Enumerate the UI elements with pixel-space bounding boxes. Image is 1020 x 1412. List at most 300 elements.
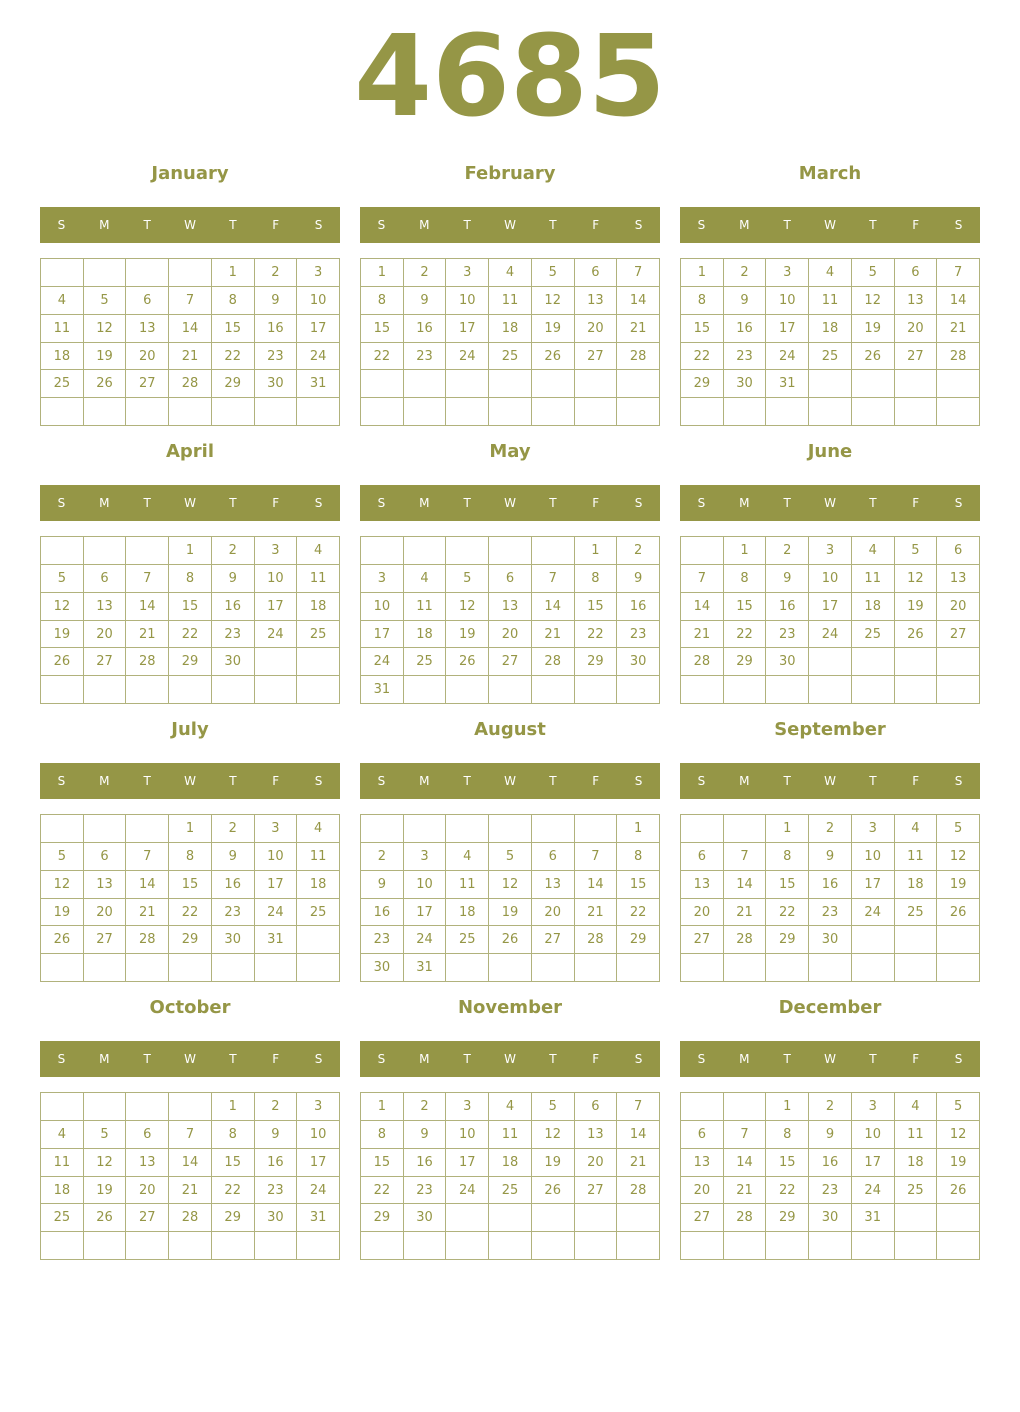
empty-day-cell (255, 954, 298, 982)
day-cell: 7 (126, 843, 169, 871)
weekday-label: S (697, 1052, 706, 1066)
day-cell: 15 (361, 1149, 404, 1177)
day-cell: 19 (84, 1177, 127, 1205)
empty-day-cell (724, 398, 767, 426)
weekday-label: S (954, 1052, 963, 1066)
day-cell: 16 (809, 1149, 852, 1177)
empty-day-cell (575, 398, 618, 426)
year-title: 4685 (354, 12, 666, 142)
weekday-label: M (99, 496, 110, 510)
day-cell: 26 (895, 621, 938, 649)
day-cell: 17 (852, 1149, 895, 1177)
day-cell: 9 (809, 843, 852, 871)
weekday-label: S (954, 496, 963, 510)
day-cell: 29 (766, 1204, 809, 1232)
empty-day-cell (361, 537, 404, 565)
day-cell: 12 (895, 565, 938, 593)
weekday-label: M (739, 496, 750, 510)
day-cell: 2 (766, 537, 809, 565)
weekday-label: W (184, 1052, 196, 1066)
day-cell: 4 (895, 815, 938, 843)
day-cell: 1 (361, 1093, 404, 1121)
empty-day-cell (617, 676, 660, 704)
empty-day-cell (126, 259, 169, 287)
day-cell: 26 (937, 1177, 980, 1205)
day-cell: 13 (489, 593, 532, 621)
day-cell: 29 (169, 648, 212, 676)
empty-day-cell (404, 537, 447, 565)
empty-day-cell (724, 1232, 767, 1260)
empty-day-cell (212, 1232, 255, 1260)
day-cell: 22 (212, 343, 255, 371)
day-cell: 26 (937, 899, 980, 927)
day-cell: 19 (446, 621, 489, 649)
month-title: March (798, 163, 862, 184)
empty-day-cell (937, 676, 980, 704)
weekday-label: S (377, 496, 386, 510)
day-cell: 23 (724, 343, 767, 371)
day-cell: 30 (255, 370, 298, 398)
empty-day-cell (809, 648, 852, 676)
empty-day-cell (724, 954, 767, 982)
day-cell: 7 (169, 287, 212, 315)
month-title: October (149, 997, 231, 1018)
weekday-label: T (549, 218, 557, 232)
day-cell: 5 (852, 259, 895, 287)
day-cell: 31 (297, 370, 340, 398)
weekday-header (680, 1041, 980, 1077)
day-cell: 24 (809, 621, 852, 649)
day-cell: 3 (297, 1093, 340, 1121)
weekday-label: T (783, 218, 791, 232)
day-cell: 4 (852, 537, 895, 565)
weekday-label: F (272, 218, 280, 232)
day-cell: 12 (532, 287, 575, 315)
weekday-label: M (739, 218, 750, 232)
day-cell: 16 (255, 315, 298, 343)
day-cell: 27 (126, 370, 169, 398)
empty-day-cell (681, 1093, 724, 1121)
day-cell: 7 (575, 843, 618, 871)
day-cell: 18 (446, 899, 489, 927)
day-cell: 5 (41, 565, 84, 593)
weekday-label: M (99, 1052, 110, 1066)
weekday-label: T (869, 496, 877, 510)
day-cell: 20 (575, 1149, 618, 1177)
day-cell: 31 (255, 926, 298, 954)
day-cell: 20 (84, 621, 127, 649)
empty-day-cell (766, 1232, 809, 1260)
empty-day-cell (126, 537, 169, 565)
day-cell: 18 (404, 621, 447, 649)
day-cell: 15 (575, 593, 618, 621)
day-cell: 14 (617, 1121, 660, 1149)
day-cell: 13 (532, 871, 575, 899)
day-cell: 17 (766, 315, 809, 343)
day-cell: 15 (169, 593, 212, 621)
empty-day-cell (532, 537, 575, 565)
empty-day-cell (809, 676, 852, 704)
day-cell: 11 (489, 287, 532, 315)
day-cell: 28 (724, 926, 767, 954)
weekday-label: W (504, 496, 516, 510)
day-cell: 12 (532, 1121, 575, 1149)
day-cell: 17 (446, 1149, 489, 1177)
day-cell: 20 (489, 621, 532, 649)
day-cell: 1 (169, 537, 212, 565)
day-cell: 10 (361, 593, 404, 621)
day-cell: 10 (446, 1121, 489, 1149)
day-cell: 31 (404, 954, 447, 982)
empty-day-cell (532, 1204, 575, 1232)
day-cell: 7 (681, 565, 724, 593)
weekday-label: S (314, 1052, 323, 1066)
empty-day-cell (169, 1232, 212, 1260)
day-cell: 21 (126, 621, 169, 649)
day-cell: 9 (361, 871, 404, 899)
day-cell: 21 (532, 621, 575, 649)
day-cell: 7 (617, 1093, 660, 1121)
weekday-label: S (697, 774, 706, 788)
day-cell: 9 (404, 1121, 447, 1149)
day-cell: 19 (852, 315, 895, 343)
day-cell: 9 (404, 287, 447, 315)
day-cell: 24 (766, 343, 809, 371)
empty-day-cell (895, 370, 938, 398)
day-cell: 20 (895, 315, 938, 343)
day-cell: 1 (681, 259, 724, 287)
empty-day-cell (169, 1093, 212, 1121)
day-cell: 14 (617, 287, 660, 315)
day-cell: 1 (169, 815, 212, 843)
empty-day-cell (84, 259, 127, 287)
day-cell: 15 (724, 593, 767, 621)
day-cell: 23 (766, 621, 809, 649)
day-cell: 23 (617, 621, 660, 649)
day-cell: 6 (895, 259, 938, 287)
empty-day-cell (212, 676, 255, 704)
weekday-label: T (869, 218, 877, 232)
day-cell: 14 (532, 593, 575, 621)
weekday-label: S (377, 1052, 386, 1066)
day-cell: 3 (446, 259, 489, 287)
day-cell: 29 (766, 926, 809, 954)
day-cell: 11 (446, 871, 489, 899)
day-cell: 2 (404, 259, 447, 287)
weekday-label: S (377, 218, 386, 232)
weekday-label: T (143, 218, 151, 232)
empty-day-cell (84, 398, 127, 426)
empty-day-cell (404, 815, 447, 843)
day-cell: 7 (724, 1121, 767, 1149)
day-cell: 8 (169, 565, 212, 593)
weekday-label: W (824, 218, 836, 232)
day-cell: 4 (41, 1121, 84, 1149)
empty-day-cell (852, 1232, 895, 1260)
month-title: January (151, 163, 229, 184)
day-cell: 26 (84, 370, 127, 398)
day-cell: 20 (681, 899, 724, 927)
day-cell: 13 (84, 871, 127, 899)
day-cell: 22 (212, 1177, 255, 1205)
day-cell: 18 (41, 1177, 84, 1205)
day-cell: 21 (169, 1177, 212, 1205)
weekday-label: M (419, 496, 430, 510)
day-cell: 26 (852, 343, 895, 371)
day-cell: 3 (255, 815, 298, 843)
empty-day-cell (404, 398, 447, 426)
day-grid (680, 536, 980, 704)
empty-day-cell (404, 1232, 447, 1260)
empty-day-cell (852, 370, 895, 398)
day-cell: 21 (937, 315, 980, 343)
weekday-label: S (57, 774, 66, 788)
day-cell: 13 (84, 593, 127, 621)
day-cell: 15 (681, 315, 724, 343)
day-cell: 15 (212, 315, 255, 343)
empty-day-cell (489, 815, 532, 843)
day-cell: 18 (895, 871, 938, 899)
empty-day-cell (489, 676, 532, 704)
month-title: August (474, 719, 546, 740)
weekday-label: W (824, 774, 836, 788)
day-cell: 18 (809, 315, 852, 343)
day-cell: 3 (852, 815, 895, 843)
day-grid (680, 258, 980, 426)
day-cell: 10 (766, 287, 809, 315)
day-cell: 23 (404, 343, 447, 371)
empty-day-cell (617, 954, 660, 982)
empty-day-cell (617, 398, 660, 426)
weekday-label: M (739, 774, 750, 788)
day-cell: 18 (41, 343, 84, 371)
day-cell: 13 (126, 315, 169, 343)
empty-day-cell (255, 1232, 298, 1260)
weekday-label: T (549, 774, 557, 788)
day-cell: 14 (126, 871, 169, 899)
day-cell: 18 (852, 593, 895, 621)
day-cell: 30 (255, 1204, 298, 1232)
weekday-label: M (99, 218, 110, 232)
day-cell: 29 (617, 926, 660, 954)
empty-day-cell (895, 1232, 938, 1260)
day-cell: 23 (361, 926, 404, 954)
day-cell: 19 (532, 1149, 575, 1177)
empty-day-cell (297, 648, 340, 676)
day-cell: 24 (297, 343, 340, 371)
day-cell: 19 (84, 343, 127, 371)
day-cell: 14 (575, 871, 618, 899)
day-cell: 11 (297, 843, 340, 871)
weekday-label: W (504, 218, 516, 232)
day-cell: 17 (255, 871, 298, 899)
day-cell: 14 (126, 593, 169, 621)
day-cell: 16 (255, 1149, 298, 1177)
day-cell: 4 (489, 1093, 532, 1121)
day-cell: 9 (809, 1121, 852, 1149)
day-cell: 30 (212, 648, 255, 676)
weekday-header (40, 763, 340, 799)
day-cell: 29 (212, 1204, 255, 1232)
day-cell: 20 (532, 899, 575, 927)
day-cell: 8 (681, 287, 724, 315)
day-cell: 17 (446, 315, 489, 343)
day-cell: 6 (937, 537, 980, 565)
empty-day-cell (446, 537, 489, 565)
weekday-label: M (99, 774, 110, 788)
empty-day-cell (489, 1204, 532, 1232)
day-cell: 11 (297, 565, 340, 593)
day-cell: 20 (681, 1177, 724, 1205)
empty-day-cell (575, 1204, 618, 1232)
day-cell: 11 (809, 287, 852, 315)
day-cell: 30 (361, 954, 404, 982)
day-cell: 9 (212, 565, 255, 593)
day-cell: 12 (937, 843, 980, 871)
day-cell: 23 (212, 899, 255, 927)
day-cell: 18 (489, 315, 532, 343)
weekday-label: S (954, 218, 963, 232)
day-cell: 16 (212, 871, 255, 899)
empty-day-cell (809, 1232, 852, 1260)
day-cell: 6 (84, 565, 127, 593)
day-cell: 23 (809, 899, 852, 927)
empty-day-cell (681, 398, 724, 426)
weekday-header (360, 1041, 660, 1077)
day-cell: 4 (297, 537, 340, 565)
day-cell: 8 (212, 287, 255, 315)
day-cell: 22 (169, 621, 212, 649)
day-cell: 15 (361, 315, 404, 343)
day-cell: 8 (766, 843, 809, 871)
empty-day-cell (681, 537, 724, 565)
day-cell: 12 (84, 1149, 127, 1177)
weekday-label: S (697, 218, 706, 232)
day-cell: 10 (255, 843, 298, 871)
empty-day-cell (681, 954, 724, 982)
day-cell: 29 (724, 648, 767, 676)
day-cell: 25 (404, 648, 447, 676)
weekday-header (40, 207, 340, 243)
empty-day-cell (41, 1232, 84, 1260)
weekday-label: T (143, 1052, 151, 1066)
day-cell: 25 (41, 1204, 84, 1232)
weekday-label: S (57, 1052, 66, 1066)
day-cell: 16 (809, 871, 852, 899)
day-cell: 16 (724, 315, 767, 343)
day-cell: 20 (937, 593, 980, 621)
day-cell: 25 (895, 899, 938, 927)
day-cell: 24 (852, 899, 895, 927)
day-cell: 30 (404, 1204, 447, 1232)
empty-day-cell (169, 259, 212, 287)
empty-day-cell (489, 537, 532, 565)
empty-day-cell (446, 676, 489, 704)
weekday-label: F (272, 1052, 280, 1066)
day-cell: 20 (126, 343, 169, 371)
empty-day-cell (895, 954, 938, 982)
weekday-label: S (634, 774, 643, 788)
weekday-label: F (592, 774, 600, 788)
day-cell: 19 (937, 1149, 980, 1177)
day-cell: 9 (766, 565, 809, 593)
empty-day-cell (84, 815, 127, 843)
day-cell: 2 (617, 537, 660, 565)
empty-day-cell (446, 815, 489, 843)
day-cell: 28 (681, 648, 724, 676)
day-cell: 7 (937, 259, 980, 287)
day-cell: 14 (681, 593, 724, 621)
day-cell: 12 (84, 315, 127, 343)
empty-day-cell (766, 676, 809, 704)
day-cell: 7 (724, 843, 767, 871)
empty-day-cell (84, 954, 127, 982)
day-cell: 5 (532, 259, 575, 287)
empty-day-cell (575, 676, 618, 704)
day-cell: 25 (489, 343, 532, 371)
day-cell: 26 (41, 926, 84, 954)
day-cell: 21 (724, 1177, 767, 1205)
weekday-label: W (504, 1052, 516, 1066)
weekday-label: S (954, 774, 963, 788)
day-cell: 10 (404, 871, 447, 899)
day-cell: 22 (766, 1177, 809, 1205)
day-cell: 4 (446, 843, 489, 871)
day-cell: 28 (169, 370, 212, 398)
day-grid (40, 258, 340, 426)
weekday-header (40, 485, 340, 521)
day-cell: 1 (617, 815, 660, 843)
day-cell: 22 (724, 621, 767, 649)
day-cell: 31 (297, 1204, 340, 1232)
day-cell: 16 (766, 593, 809, 621)
day-cell: 16 (212, 593, 255, 621)
day-cell: 8 (212, 1121, 255, 1149)
day-cell: 8 (617, 843, 660, 871)
day-cell: 19 (532, 315, 575, 343)
day-cell: 24 (255, 621, 298, 649)
empty-day-cell (446, 370, 489, 398)
day-cell: 24 (404, 926, 447, 954)
day-cell: 26 (532, 343, 575, 371)
empty-day-cell (41, 537, 84, 565)
empty-day-cell (617, 1232, 660, 1260)
day-cell: 18 (297, 871, 340, 899)
day-cell: 4 (404, 565, 447, 593)
empty-day-cell (575, 370, 618, 398)
day-cell: 17 (297, 315, 340, 343)
empty-day-cell (937, 954, 980, 982)
day-cell: 3 (809, 537, 852, 565)
day-cell: 15 (766, 871, 809, 899)
day-cell: 3 (255, 537, 298, 565)
day-cell: 21 (575, 899, 618, 927)
day-cell: 26 (41, 648, 84, 676)
day-cell: 22 (575, 621, 618, 649)
day-cell: 2 (724, 259, 767, 287)
day-cell: 21 (169, 343, 212, 371)
day-cell: 3 (361, 565, 404, 593)
day-cell: 13 (681, 871, 724, 899)
empty-day-cell (681, 676, 724, 704)
day-cell: 5 (937, 815, 980, 843)
day-cell: 7 (126, 565, 169, 593)
month-title: May (489, 441, 531, 462)
weekday-label: T (143, 774, 151, 788)
day-cell: 16 (404, 1149, 447, 1177)
day-cell: 19 (41, 621, 84, 649)
day-cell: 15 (169, 871, 212, 899)
